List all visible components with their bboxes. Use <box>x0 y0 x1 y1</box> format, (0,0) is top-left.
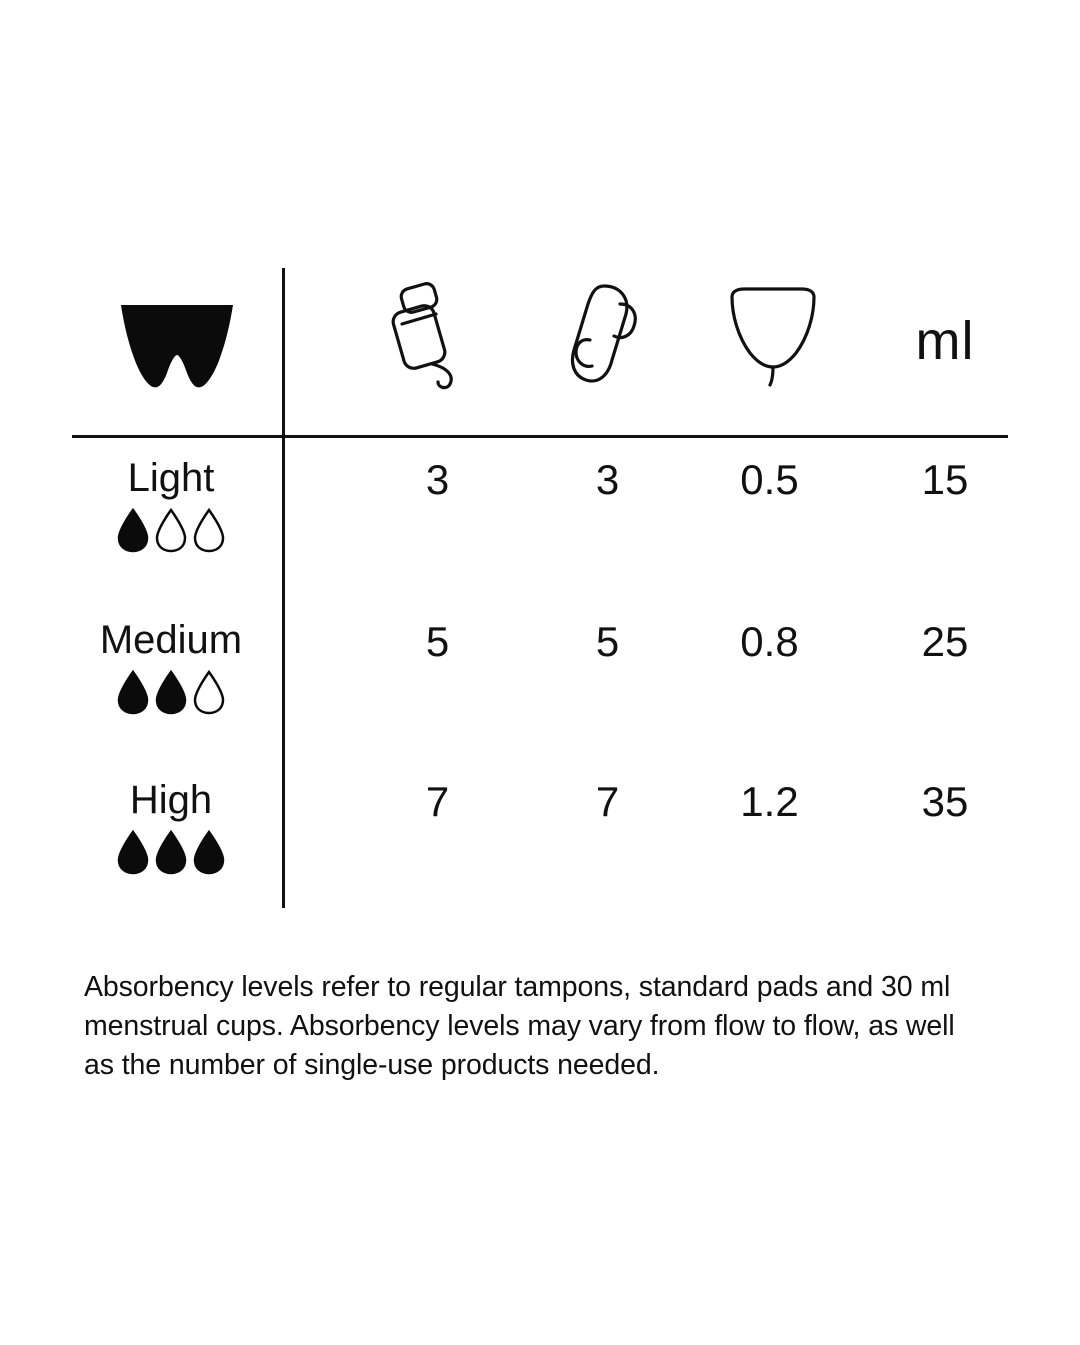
footnote-text: Absorbency levels refer to regular tampons, standard pads and 30 ml menstrual cups. Absorbency levels may vary from flow to flow, as well as the number of single-use products needed. <box>84 971 955 1081</box>
pad-value: 7 <box>595 778 620 825</box>
flow-label: Medium <box>99 618 243 662</box>
cup-value: 0.8 <box>740 618 799 665</box>
drop-icon-filled <box>116 507 150 553</box>
drop-indicator <box>60 829 282 875</box>
drop-icon-empty <box>192 669 226 715</box>
flow-label: High <box>129 778 213 822</box>
cup-value: 1.2 <box>740 778 799 825</box>
drop-icon-filled <box>154 829 188 875</box>
table-header-row <box>0 280 1080 410</box>
underwear-icon <box>72 290 282 400</box>
cup-value: 0.5 <box>740 456 799 503</box>
drop-indicator <box>60 507 282 553</box>
flow-label: Light <box>127 456 215 500</box>
ml-value: 15 <box>921 456 969 503</box>
tampon-value: 5 <box>425 618 450 665</box>
table-row <box>0 617 1080 777</box>
drop-icon-empty <box>192 507 226 553</box>
flow-label-cell <box>60 617 282 715</box>
tampon-value: 3 <box>425 456 450 503</box>
pad-value: 5 <box>595 618 620 665</box>
table-row <box>0 455 1080 615</box>
flow-label-cell <box>60 455 282 553</box>
drop-icon-empty <box>154 507 188 553</box>
drop-icon-filled <box>192 829 226 875</box>
ml-value: 25 <box>921 618 969 665</box>
drop-icon-filled <box>154 669 188 715</box>
drop-icon-filled <box>116 829 150 875</box>
ml-value: 35 <box>921 778 969 825</box>
table-row <box>0 777 1080 937</box>
tampon-value: 7 <box>425 778 450 825</box>
drop-icon-filled <box>116 669 150 715</box>
ml-text: ml <box>915 311 975 371</box>
flow-label-cell <box>60 777 282 875</box>
horizontal-divider <box>72 435 1008 438</box>
drop-indicator <box>60 669 282 715</box>
pad-value: 3 <box>595 456 620 503</box>
ml-unit-label <box>845 286 1045 396</box>
